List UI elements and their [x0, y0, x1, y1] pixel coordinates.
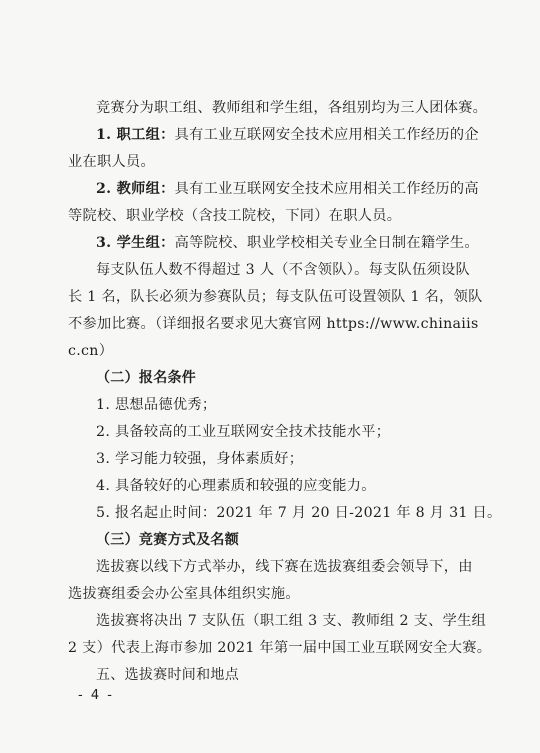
condition-1: 1. 思想品德优秀； [96, 397, 217, 413]
quota-paragraph-line2: 2 支）代表上海市参加 2021 年第一届中国工业互联网安全大赛。 [68, 640, 492, 656]
item-worker-heading: 1. 职工组： [96, 127, 175, 143]
item-teacher-group [96, 180, 479, 198]
team-paragraph-line1: 每支队伍人数不得超过 3 人（不含领队）。每支队伍须设队 [96, 262, 471, 278]
item-student-group [96, 234, 479, 252]
team-paragraph-line3: 不参加比赛。（详细报名要求见大赛官网 https://www.chinaiis [68, 316, 479, 332]
section-registration-title: （二）报名条件 [96, 370, 197, 386]
item-teacher-heading: 2. 教师组： [96, 181, 175, 197]
item-worker-group [96, 126, 479, 144]
condition-2: 2. 具备较高的工业互联网安全技术技能水平； [96, 424, 391, 440]
item-student-text: 高等院校、职业学校相关专业全日制在籍学生。 [174, 235, 479, 251]
mode-paragraph-line2: 选拔赛组委会办公室具体组织实施。 [68, 586, 300, 602]
team-paragraph-line4: c.cn） [68, 343, 114, 359]
item-teacher-continuation: 等院校、职业学校（含技工院校，下同）在职人员。 [68, 208, 402, 224]
item-worker-text: 具有工业互联网安全技术应用相关工作经历的企 [174, 127, 479, 143]
condition-3: 3. 学习能力较强，身体素质好； [96, 451, 304, 467]
condition-4: 4. 具备较好的心理素质和较强的应变能力。 [96, 478, 376, 494]
section-competition-title: （三）竞赛方式及名额 [96, 532, 239, 548]
page-number: - 4 - [78, 688, 114, 703]
item-student-heading: 3. 学生组： [96, 235, 175, 251]
intro-paragraph: 竞赛分为职工组、教师组和学生组，各组别均为三人团体赛。 [96, 100, 488, 116]
quota-paragraph-line1: 选拔赛将决出 7 支队伍（职工组 3 支、教师组 2 支、学生组 [96, 613, 487, 629]
item-teacher-text: 具有工业互联网安全技术应用相关工作经历的高 [174, 181, 479, 197]
mode-paragraph-line1: 选拔赛以线下方式举办，线下赛在选拔赛组委会领导下，由 [96, 559, 473, 575]
section-schedule-title: 五、选拔赛时间和地点 [96, 667, 239, 683]
item-worker-continuation: 业在职人员。 [68, 154, 155, 170]
team-paragraph-line2: 长 1 名，队长必须为参赛队员；每支队伍可设置领队 1 名，领队 [68, 289, 483, 305]
condition-5: 5. 报名起止时间：2021 年 7 月 20 日-2021 年 8 月 31 日。 [96, 505, 502, 521]
